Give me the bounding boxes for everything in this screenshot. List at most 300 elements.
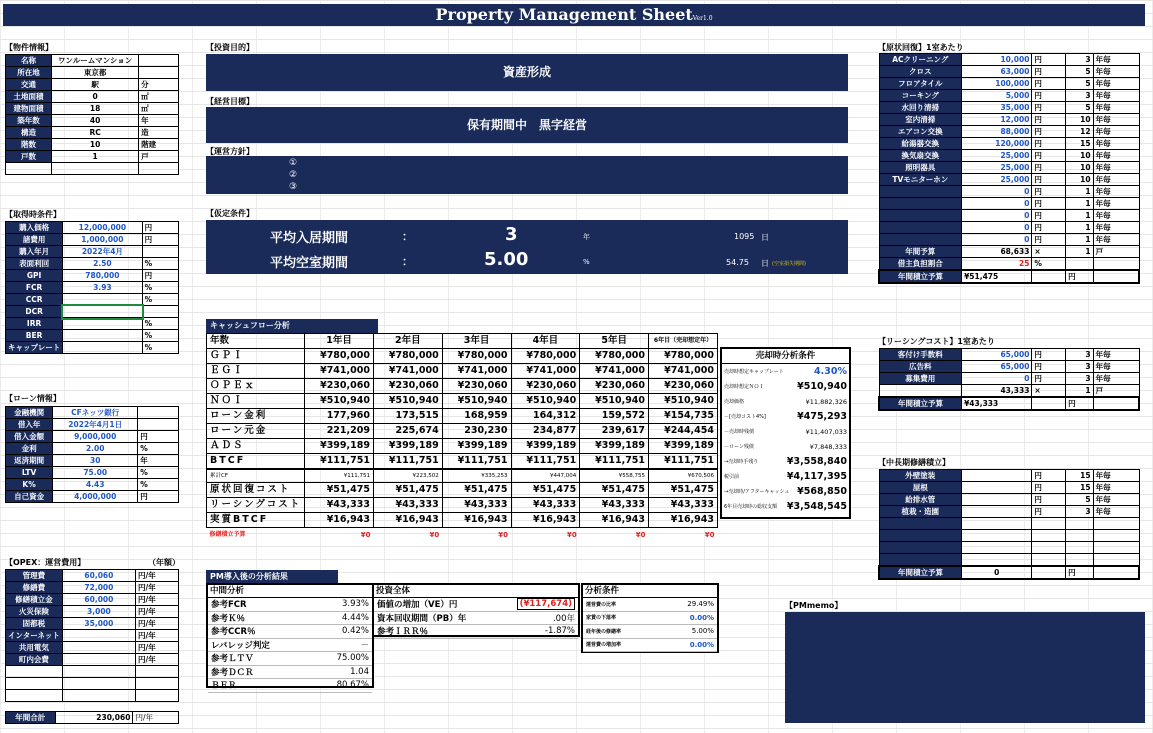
acquisition-row-value[interactable] <box>63 330 142 342</box>
cashflow-cell: ¥0 <box>635 531 646 539</box>
loan-table <box>5 406 179 503</box>
loan-row-label: 金融機関 <box>6 407 53 419</box>
cashflow-row-label: ローン元金 <box>207 424 305 439</box>
restoration-row-value[interactable]: 0 <box>962 198 1032 210</box>
property-row-value[interactable]: 40 <box>52 115 139 127</box>
pm-mid-rows <box>208 598 372 693</box>
blank-cell <box>1066 554 1094 567</box>
acquisition-row-value[interactable]: 1,000,000 <box>63 234 142 246</box>
leasing-row-label: 客付け手数料 <box>879 349 962 361</box>
pm-cond-box <box>581 583 719 653</box>
restoration-row-cycle-unit: 年毎 <box>1093 126 1139 138</box>
cashflow-cell: ¥0 <box>567 531 577 539</box>
cashflow-cell[interactable]: ¥510,940 <box>442 394 511 409</box>
cashflow-cell[interactable]: ¥16,943 <box>373 513 442 528</box>
cashflow-cell[interactable]: ¥16,943 <box>511 513 580 528</box>
table-row <box>879 102 1139 114</box>
table-row <box>6 407 179 419</box>
cashflow-cell[interactable]: ¥780,000 <box>511 349 580 364</box>
leasing-row-value[interactable]: 65,000 <box>962 361 1032 373</box>
restoration-row-value[interactable]: 120,000 <box>962 138 1032 150</box>
property-row-label: 構造 <box>6 127 52 139</box>
cashflow-row <box>207 424 718 439</box>
cashflow-cell[interactable]: ¥780,000 <box>580 349 649 364</box>
restoration-row-value[interactable]: 25,000 <box>962 150 1032 162</box>
avg-occupancy-colon: ： <box>402 230 413 243</box>
cashflow-cell[interactable]: ¥16,943 <box>442 513 511 528</box>
restoration-row-cycle[interactable]: 5 <box>1066 66 1094 78</box>
pm-row <box>208 666 372 680</box>
cashflow-cell[interactable]: ¥51,475 <box>580 483 649 498</box>
opex-row-value[interactable] <box>62 654 135 666</box>
cashflow-cell[interactable]: ¥741,000 <box>649 364 718 379</box>
cashflow-row-label: リーシングコスト <box>207 498 305 513</box>
cashflow-cell[interactable]: ¥399,189 <box>649 439 718 454</box>
longterm-row-cycle-unit: 年毎 <box>1093 482 1139 494</box>
pm-row-value: 0.00% <box>689 613 714 622</box>
table-row <box>6 270 179 282</box>
blank-cell[interactable] <box>962 554 1032 567</box>
restoration-row-cycle-unit: 年毎 <box>1093 222 1139 234</box>
acquisition-row-label: GPI <box>6 270 63 282</box>
restoration-row-value[interactable]: 100,000 <box>962 78 1032 90</box>
leasing-row-cycle[interactable]: 3 <box>1066 361 1094 373</box>
restoration-row-cycle[interactable]: 1 <box>1066 210 1094 222</box>
restoration-row-value[interactable]: 88,000 <box>962 126 1032 138</box>
cashflow-cell[interactable]: ¥51,475 <box>649 483 718 498</box>
cashflow-column-header: 6年目（売却想定年） <box>649 334 718 349</box>
avg-vacancy-days: 54.75 <box>726 258 749 267</box>
cashflow-cell[interactable]: ¥230,060 <box>649 379 718 394</box>
property-row-value[interactable]: 駅 <box>52 79 139 91</box>
cashflow-row-label: 実質BTCF <box>207 513 305 528</box>
table-row <box>6 79 179 91</box>
cashflow-cell: ¥0 <box>429 531 440 539</box>
property-row-value[interactable]: 東京都 <box>52 67 139 79</box>
table-row <box>6 431 179 443</box>
loan-row-value[interactable]: 4,000,000 <box>53 491 138 503</box>
cashflow-cell[interactable]: ¥154,735 <box>649 409 718 424</box>
policy-header: 【運営方針】 <box>206 147 254 156</box>
blank-cell <box>1093 518 1139 530</box>
restoration-rate-value[interactable]: 25 <box>962 258 1032 271</box>
sale-row <box>722 469 849 484</box>
table-row <box>6 306 179 318</box>
property-row-unit: 分 <box>139 79 179 91</box>
restoration-row-cycle-unit: 年毎 <box>1093 150 1139 162</box>
opex-row-value[interactable] <box>62 630 135 642</box>
acquisition-row-unit: % <box>142 342 178 354</box>
loan-row-label: LTV <box>6 467 53 479</box>
restoration-row-value[interactable]: 35,000 <box>962 102 1032 114</box>
acquisition-row-unit: % <box>142 318 178 330</box>
pm-row-label: 参考CCR％ <box>211 627 256 638</box>
cashflow-cell[interactable]: ¥43,333 <box>442 498 511 513</box>
longterm-row-cycle[interactable]: 3 <box>1066 506 1094 518</box>
sale-row <box>722 409 849 424</box>
table-row <box>6 491 179 503</box>
cashflow-cell[interactable]: ¥230,060 <box>511 379 580 394</box>
strategy-header: 【経営目標】 <box>206 97 254 106</box>
longterm-row-cycle[interactable]: 15 <box>1066 482 1094 494</box>
table-row <box>879 349 1139 361</box>
opex-row-value[interactable] <box>62 642 135 654</box>
acquisition-row-value[interactable]: 2.50 <box>63 258 142 270</box>
restoration-row-cycle[interactable]: 10 <box>1066 162 1094 174</box>
table-row <box>6 282 179 294</box>
cashflow-row <box>207 513 718 528</box>
avg-occupancy-days: 1095 <box>734 232 755 241</box>
cashflow-cell[interactable]: 234,877 <box>511 424 580 439</box>
cashflow-cell[interactable]: ¥510,940 <box>580 394 649 409</box>
restoration-row-value[interactable]: 0 <box>962 186 1032 198</box>
restoration-row-cycle[interactable]: 5 <box>1066 102 1094 114</box>
blank-cell[interactable] <box>962 542 1032 554</box>
leasing-row-cycle[interactable]: 3 <box>1066 373 1094 385</box>
property-row-value[interactable]: 0 <box>52 91 139 103</box>
cashflow-cell[interactable]: ¥16,943 <box>580 513 649 528</box>
cashflow-cell[interactable]: ¥510,940 <box>649 394 718 409</box>
opex-row-label: 管理費 <box>6 570 63 582</box>
cashflow-row <box>207 454 718 470</box>
acquisition-row-value[interactable] <box>63 342 142 354</box>
property-row-label: 築年数 <box>6 115 52 127</box>
cashflow-cell[interactable]: 159,572 <box>580 409 649 424</box>
cashflow-cell[interactable]: ¥399,189 <box>442 439 511 454</box>
sale-row-value: 4.30% <box>814 366 847 377</box>
restoration-row-cycle[interactable]: 10 <box>1066 150 1094 162</box>
opex-total-unit: 円/年 <box>133 712 179 724</box>
cashflow-cell[interactable]: ¥43,333 <box>373 498 442 513</box>
cashflow-cumulative-row <box>207 469 718 483</box>
cashflow-cell[interactable]: ¥51,475 <box>305 483 374 498</box>
leasing-total-label: 年間積立予算 <box>879 397 962 410</box>
cashflow-row <box>207 439 718 454</box>
cashflow-cell[interactable]: 173,515 <box>373 409 442 424</box>
cashflow-cell[interactable]: ¥244,454 <box>649 424 718 439</box>
sale-row <box>722 364 849 379</box>
restoration-row-cycle[interactable]: 12 <box>1066 126 1094 138</box>
purpose-value: 資産形成 <box>206 54 848 91</box>
cashflow-row-label: ローン金利 <box>207 409 305 424</box>
blank-cell <box>879 530 962 542</box>
cashflow-cell[interactable]: ¥43,333 <box>511 498 580 513</box>
cashflow-cell[interactable]: ¥43,333 <box>649 498 718 513</box>
leasing-row-value[interactable]: 43,333 <box>962 385 1032 398</box>
acquisition-row-value[interactable]: 12,000,000 <box>63 222 142 234</box>
longterm-row-cycle[interactable]: 15 <box>1066 470 1094 482</box>
cashflow-cell[interactable]: ¥111,751 <box>580 454 649 470</box>
opex-header-annual: （年額） <box>148 558 180 567</box>
cashflow-cell[interactable]: 230,230 <box>442 424 511 439</box>
cashflow-cell[interactable]: 239,617 <box>580 424 649 439</box>
cashflow-cell[interactable]: ¥230,060 <box>305 379 374 394</box>
acquisition-row-value[interactable] <box>63 306 142 318</box>
loan-row-unit: % <box>138 443 179 455</box>
opex-row-unit: 円/年 <box>135 642 178 654</box>
pm-row <box>374 625 578 639</box>
acquisition-row-label: 購入価格 <box>6 222 63 234</box>
loan-header: 【ローン情報】 <box>5 394 61 403</box>
restoration-row-unit: 円 <box>1032 114 1066 126</box>
property-row-value[interactable]: RC <box>52 127 139 139</box>
cashflow-cell[interactable]: 164,312 <box>511 409 580 424</box>
pm-cond-header: 分析条件 <box>583 585 717 598</box>
acquisition-row-value[interactable]: 780,000 <box>63 270 142 282</box>
pm-memo-area[interactable] <box>785 612 1145 723</box>
acquisition-row-label: 購入年月 <box>6 246 63 258</box>
blank-cell[interactable] <box>962 518 1032 530</box>
sale-row-value: ¥475,293 <box>797 411 847 422</box>
pm-row <box>208 652 372 666</box>
cashflow-cell[interactable]: ¥399,189 <box>373 439 442 454</box>
restoration-row-unit: 円 <box>1032 102 1066 114</box>
cashflow-cell[interactable]: ¥741,000 <box>305 364 374 379</box>
restoration-row-cycle[interactable]: 1 <box>1066 186 1094 198</box>
loan-row-value[interactable]: 9,000,000 <box>53 431 138 443</box>
blank-cell <box>1066 542 1094 554</box>
restoration-row-value[interactable]: 0 <box>962 222 1032 234</box>
restoration-row-cycle[interactable]: 10 <box>1066 174 1094 186</box>
cashflow-cell[interactable]: ¥16,943 <box>305 513 374 528</box>
restoration-row-label <box>879 210 962 222</box>
cashflow-cell[interactable]: ¥741,000 <box>442 364 511 379</box>
pm-row-label: 参考FCR <box>211 600 247 611</box>
restoration-row-value[interactable]: 0 <box>962 234 1032 246</box>
restoration-total-row <box>879 270 1139 283</box>
cashflow-cell[interactable]: ¥43,333 <box>305 498 374 513</box>
table-row <box>879 138 1139 150</box>
loan-row-value[interactable]: 30 <box>53 455 138 467</box>
pm-mid-box <box>206 583 374 692</box>
restoration-row-value[interactable]: 25,000 <box>962 162 1032 174</box>
cashflow-cell[interactable]: ¥399,189 <box>305 439 374 454</box>
longterm-row-cycle[interactable]: 5 <box>1066 494 1094 506</box>
leasing-row-unit: 円 <box>1032 349 1066 361</box>
table-row <box>879 385 1139 398</box>
cashflow-cell[interactable]: ¥230,060 <box>580 379 649 394</box>
acquisition-row-value[interactable]: 3.93 <box>63 282 142 294</box>
acquisition-row-value[interactable]: 2022年4月 <box>63 246 142 258</box>
leasing-row-label <box>879 385 962 398</box>
cashflow-row <box>207 498 718 513</box>
pm-row <box>583 625 717 639</box>
blank-cell[interactable] <box>62 678 135 690</box>
cashflow-cell[interactable]: ¥51,475 <box>373 483 442 498</box>
cashflow-cell[interactable]: 225,674 <box>373 424 442 439</box>
restoration-row-cycle[interactable]: 1 <box>1066 222 1094 234</box>
loan-row-value[interactable]: 4.43 <box>53 479 138 491</box>
avg-vacancy-note: (空室損失期間) <box>772 261 806 267</box>
pm-row-value: 0.42% <box>341 626 369 637</box>
cashflow-cell[interactable]: ¥780,000 <box>305 349 374 364</box>
opex-row-value[interactable]: 72,000 <box>62 582 135 594</box>
cashflow-cell[interactable]: ¥230,060 <box>373 379 442 394</box>
opex-total-table <box>5 711 179 724</box>
cashflow-row <box>207 364 718 379</box>
loan-row-unit <box>138 419 179 431</box>
restoration-row-value[interactable]: 10,000 <box>962 54 1032 66</box>
pm-row-value: (¥117,674) <box>517 598 575 610</box>
blank-cell <box>6 163 52 175</box>
blank-cell <box>879 542 962 554</box>
blank-cell <box>1093 566 1139 579</box>
property-row-label: 土地面積 <box>6 91 52 103</box>
sale-row-label: 売却時想定ＮＯＩ <box>724 384 765 390</box>
cashflow-cell[interactable]: ¥510,940 <box>511 394 580 409</box>
restoration-row-unit: 円 <box>1032 150 1066 162</box>
longterm-row-value[interactable] <box>962 482 1032 494</box>
acquisition-row-unit: % <box>142 330 178 342</box>
cashflow-cell[interactable]: ¥111,751 <box>511 454 580 470</box>
blank-cell[interactable] <box>962 530 1032 542</box>
longterm-table <box>878 469 1140 580</box>
property-row-value[interactable]: 10 <box>52 139 139 151</box>
leasing-total-row <box>879 397 1139 410</box>
longterm-row-value[interactable] <box>962 506 1032 518</box>
property-row-value[interactable]: ワンルームマンション <box>52 55 139 67</box>
acquisition-row-label: BER <box>6 330 63 342</box>
restoration-row-cycle[interactable]: 5 <box>1066 78 1094 90</box>
table-row <box>879 506 1139 518</box>
restoration-row-label: フロアタイル <box>879 78 962 90</box>
cashflow-cell[interactable]: 221,209 <box>305 424 374 439</box>
avg-occupancy-label: 平均入居期間 <box>270 231 349 246</box>
property-row-unit: ㎡ <box>139 103 179 115</box>
cashflow-cell[interactable]: ¥111,751 <box>442 454 511 470</box>
cashflow-cell[interactable]: ¥780,000 <box>442 349 511 364</box>
table-row <box>879 530 1139 542</box>
restoration-row-value[interactable]: 63,000 <box>962 66 1032 78</box>
loan-row-value[interactable]: 2022年4月1日 <box>53 419 138 431</box>
cashflow-cell[interactable]: ¥399,189 <box>580 439 649 454</box>
table-row <box>6 342 179 354</box>
restoration-row-cycle[interactable]: 1 <box>1066 234 1094 246</box>
pm-row <box>374 598 578 612</box>
leasing-header: 【リーシングコスト】1室あたり <box>878 337 995 346</box>
sale-analysis-header: 売却時分析条件 <box>722 349 849 364</box>
cashflow-cell[interactable]: ¥780,000 <box>373 349 442 364</box>
restoration-row-cycle[interactable]: 10 <box>1066 114 1094 126</box>
property-row-label: 所在地 <box>6 67 52 79</box>
restoration-row-unit: 円 <box>1032 78 1066 90</box>
sale-row-label: －売却時残債 <box>724 429 755 435</box>
restoration-row-unit: 円 <box>1032 198 1066 210</box>
restoration-row-cycle-unit: 年毎 <box>1093 174 1139 186</box>
longterm-header: 【中長期修繕積立】 <box>878 458 950 467</box>
opex-row-value[interactable]: 3,000 <box>62 606 135 618</box>
restoration-row-cycle-unit: 年毎 <box>1093 198 1139 210</box>
loan-row-value[interactable]: 75.00 <box>53 467 138 479</box>
cashflow-cell[interactable]: ¥230,060 <box>442 379 511 394</box>
cashflow-row-label: ＥＧＩ <box>207 364 305 379</box>
cashflow-cell[interactable]: ¥43,333 <box>580 498 649 513</box>
opex-row-value[interactable]: 35,000 <box>62 618 135 630</box>
table-row <box>6 479 179 491</box>
cashflow-cell[interactable]: ¥16,943 <box>649 513 718 528</box>
cashflow-cell[interactable]: ¥741,000 <box>373 364 442 379</box>
sheet-title: Property Management Sheet <box>435 5 693 24</box>
cashflow-cell[interactable]: ¥399,189 <box>511 439 580 454</box>
cashflow-cell[interactable]: ¥741,000 <box>580 364 649 379</box>
longterm-row-value[interactable] <box>962 494 1032 506</box>
table-row <box>879 518 1139 530</box>
blank-cell[interactable] <box>52 163 139 175</box>
cashflow-cell[interactable]: ¥111,751 <box>373 454 442 470</box>
opex-row-unit: 円/年 <box>135 606 178 618</box>
restoration-row-cycle[interactable]: 1 <box>1066 198 1094 210</box>
opex-row-label: 共用電気 <box>6 642 63 654</box>
pm-row-value: － <box>360 640 369 651</box>
blank-cell[interactable] <box>62 690 135 702</box>
pm-row <box>208 612 372 626</box>
leasing-total-value: ¥43,333 <box>962 397 1032 410</box>
leasing-row-cycle[interactable]: 3 <box>1066 349 1094 361</box>
cashflow-cell: ¥111,751 <box>305 469 374 483</box>
pm-row-label: 家賃の下落率 <box>586 615 617 622</box>
restoration-row-value[interactable]: 0 <box>962 210 1032 222</box>
table-row <box>6 455 179 467</box>
loan-row-value[interactable]: 2.00 <box>53 443 138 455</box>
property-row-unit: 年 <box>139 115 179 127</box>
property-table <box>5 54 179 175</box>
pm-row <box>208 625 372 639</box>
restoration-row-unit: 円 <box>1032 210 1066 222</box>
restoration-row-cycle[interactable]: 3 <box>1066 90 1094 102</box>
cashflow-cell[interactable]: 168,959 <box>442 409 511 424</box>
cashflow-cell[interactable]: ¥111,751 <box>305 454 374 470</box>
property-row-value[interactable]: 1 <box>52 151 139 163</box>
leasing-row-cycle[interactable]: 1 <box>1066 385 1094 398</box>
cashflow-row <box>207 379 718 394</box>
cashflow-cell[interactable]: ¥51,475 <box>442 483 511 498</box>
acquisition-row-unit: 円 <box>142 270 178 282</box>
acquisition-row-value[interactable] <box>63 294 142 306</box>
cashflow-cell[interactable]: ¥111,751 <box>649 454 718 470</box>
property-row-label: 建物面積 <box>6 103 52 115</box>
opex-total-label: 年間合計 <box>6 712 56 724</box>
restoration-row-cycle[interactable]: 3 <box>1066 54 1094 66</box>
acquisition-row-label: 諸費用 <box>6 234 63 246</box>
restoration-row-value[interactable]: 25,000 <box>962 174 1032 186</box>
cashflow-cell[interactable]: ¥510,940 <box>373 394 442 409</box>
leasing-row-label: 広告料 <box>879 361 962 373</box>
loan-row-value[interactable]: CFネッツ銀行 <box>53 407 138 419</box>
property-row-value[interactable]: 18 <box>52 103 139 115</box>
cashflow-cell[interactable]: ¥741,000 <box>511 364 580 379</box>
avg-vacancy-days-unit: 日 <box>761 259 769 268</box>
cashflow-cell[interactable]: ¥780,000 <box>649 349 718 364</box>
longterm-total-label: 年間積立予算 <box>879 566 962 579</box>
sale-row-value: ¥510,940 <box>797 381 847 392</box>
cashflow-cell[interactable]: 177,960 <box>305 409 374 424</box>
opex-row-value[interactable]: 60,060 <box>62 570 135 582</box>
leasing-row-value[interactable]: 65,000 <box>962 349 1032 361</box>
acquisition-row-value[interactable] <box>63 318 142 330</box>
blank-cell[interactable] <box>62 666 135 678</box>
cashflow-cell[interactable]: ¥51,475 <box>511 483 580 498</box>
longterm-row-value[interactable] <box>962 470 1032 482</box>
restoration-row-cycle[interactable]: 15 <box>1066 138 1094 150</box>
acquisition-row-unit <box>142 246 178 258</box>
leasing-row-value[interactable]: 0 <box>962 373 1032 385</box>
restoration-row-value[interactable]: 12,000 <box>962 114 1032 126</box>
cashflow-cell[interactable]: ¥510,940 <box>305 394 374 409</box>
blank-cell <box>1032 566 1066 579</box>
table-row <box>6 594 179 606</box>
opex-row-value[interactable]: 60,000 <box>62 594 135 606</box>
restoration-row-value[interactable]: 5,000 <box>962 90 1032 102</box>
